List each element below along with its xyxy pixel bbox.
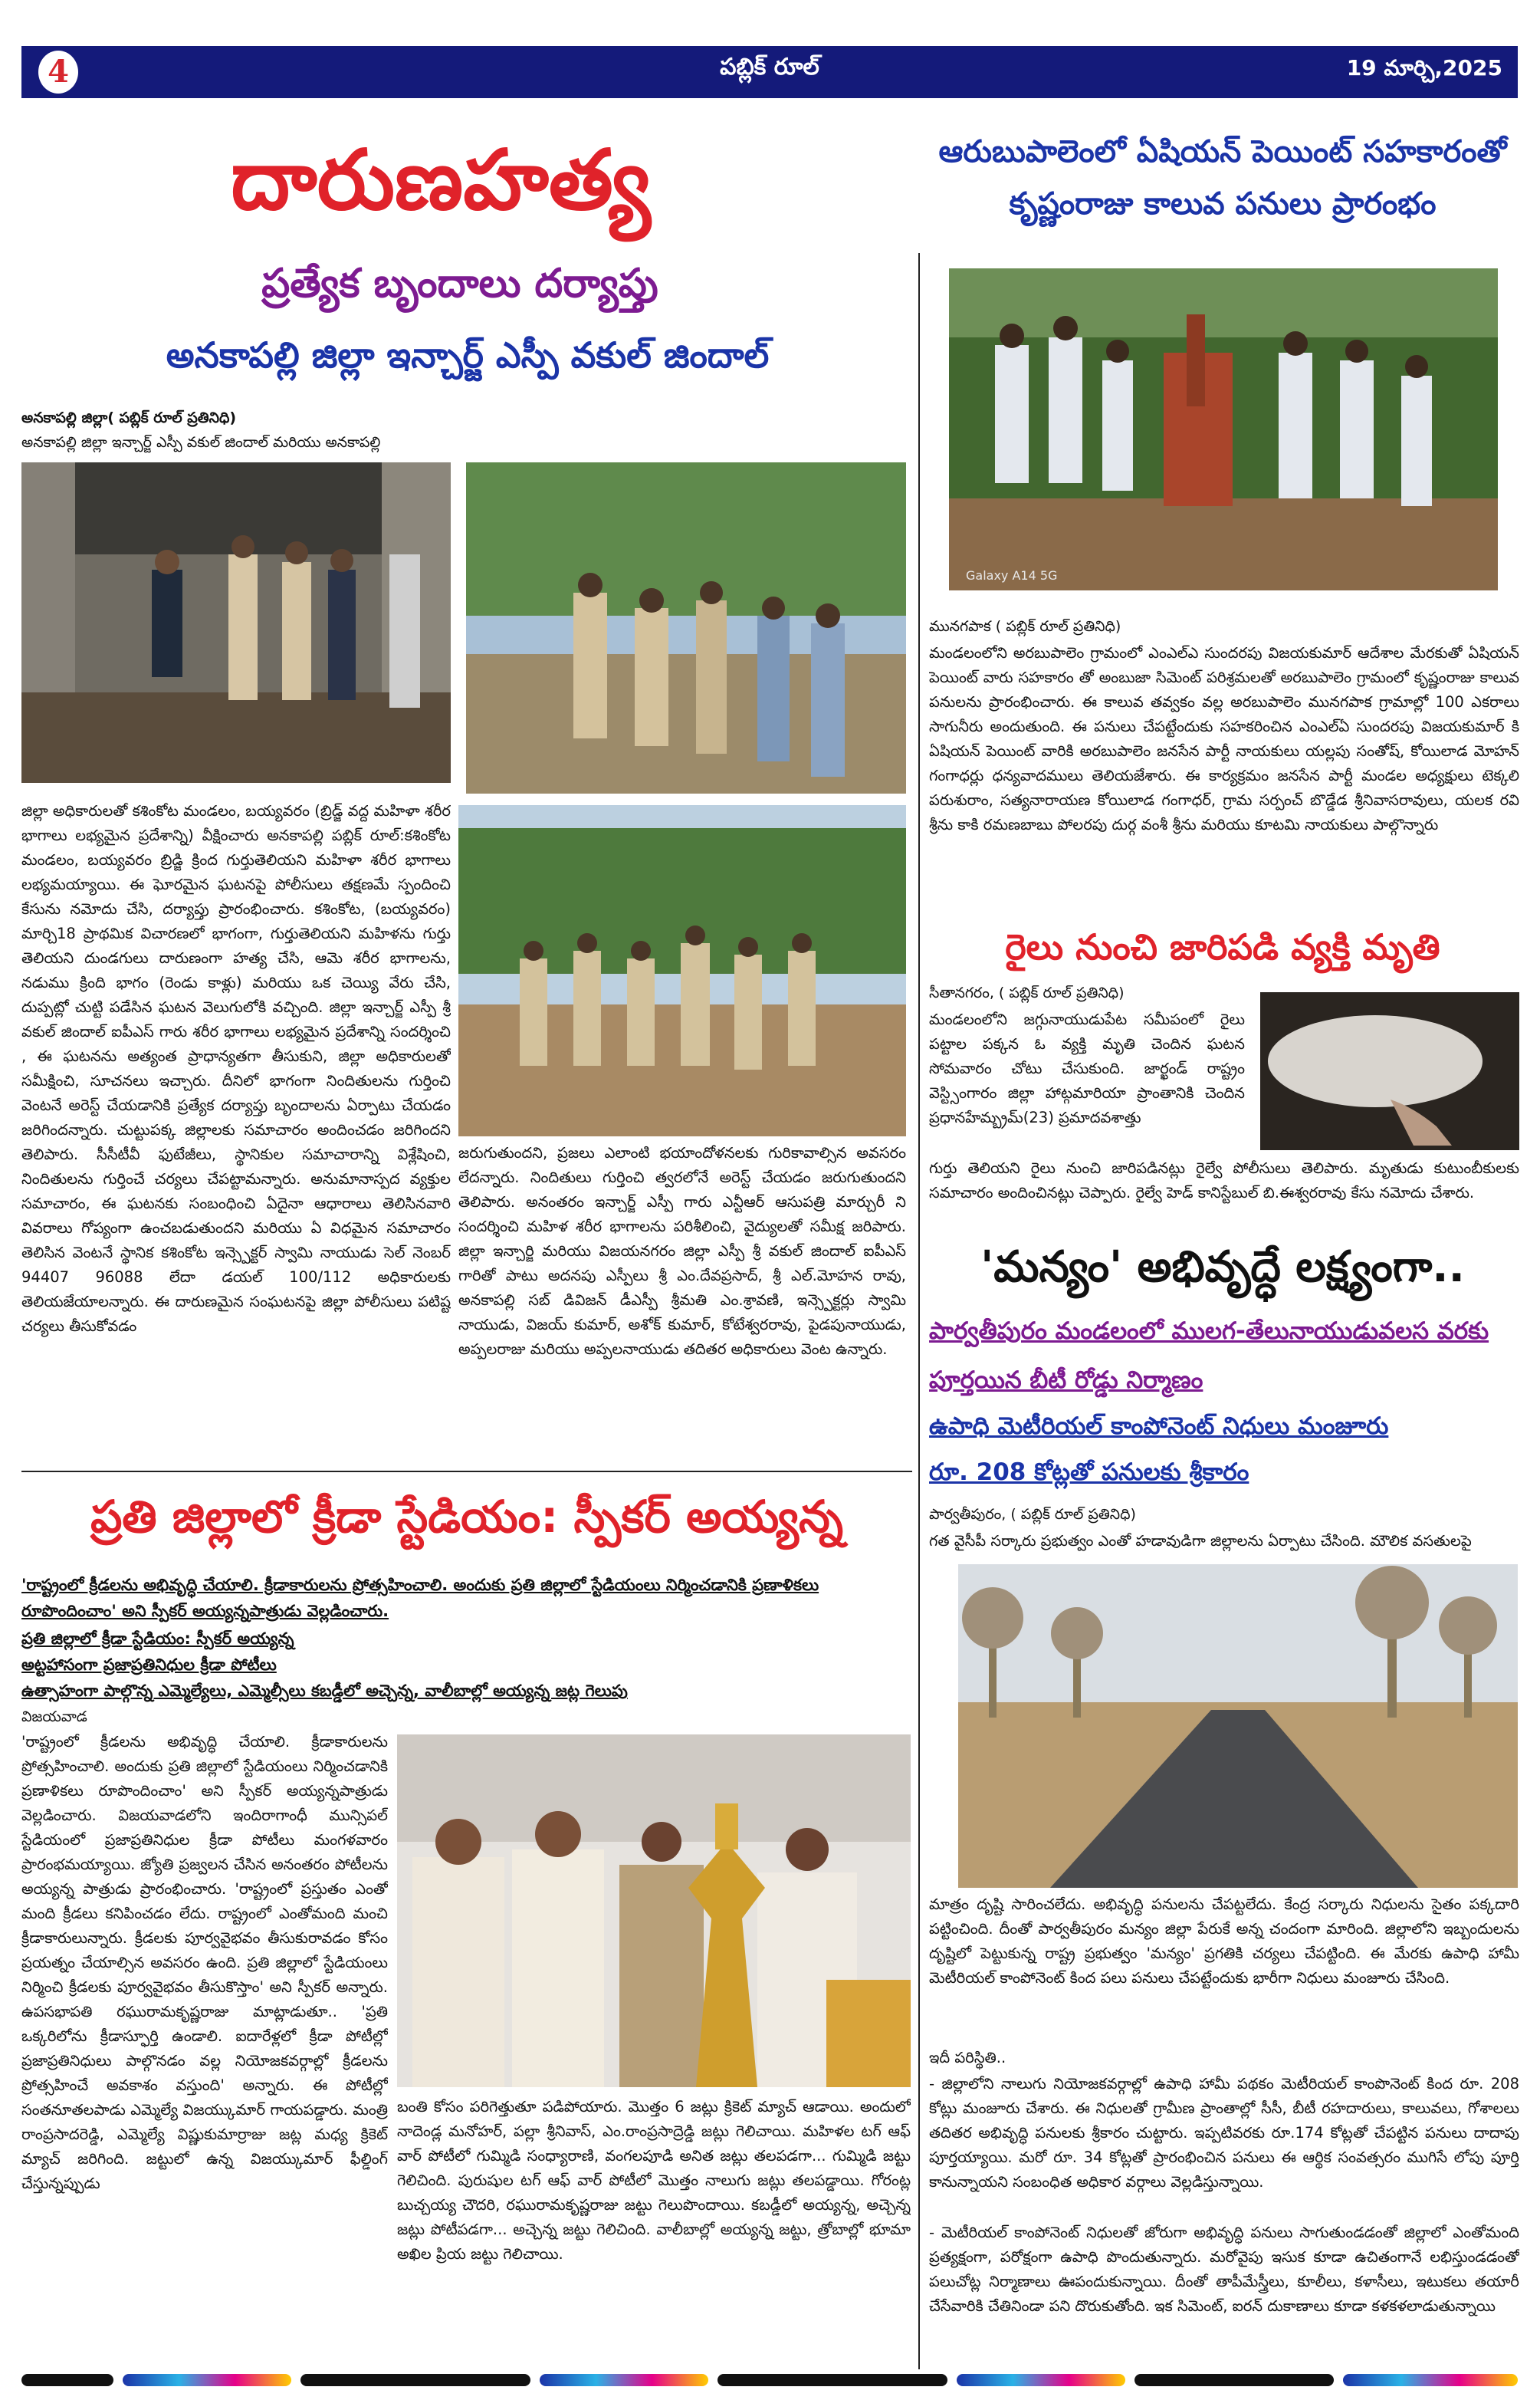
- story1-body-col2: జరుగుతుందని, ప్రజలు ఎలాంటి భయాందోళనలకు గురికావాల్సిన అవసరం లేదన్నారు. నిందితులు గుర్తించి త్వరలోనే అరెస్ట్ చేయడం జరుగుతుందని తెలిపారు. అనంతరం ఇన్చార్జ్ ఎస్పీ గారు ఎన్టీఆర్ ఆసుపత్రి మార్చురీ ని సందర్శించి మహిళ శరీర భాగాలను పరిశీలించి, వైద్యులతో సమీక్ష జరిపారు. జిల్లా ఇన్చార్జి మరియు విజయనగరం జిల్లా ఎస్పీ శ్రీ వకుల్ జిందాల్ ఐపీఎస్ గారితో పాటు అదనపు ఎస్పీలు శ్రీ ఎం.దేవప్రసాద్, శ్రీ ఎల్.మోహన రావు, అనకాపల్లి సబ్ డివిజన్ డీఎస్పీ శ్రీమతి ఎం.శ్రావణి, ఇన్స్పెక్టర్లు స్వామి నాయుడు, విజయ్ కుమార్, అశోక్ కుమార్, కోటేశ్వరరావు, పైడపునాయుడు, అప్పలరాజు మరియు అప్పలనాయుడు తదితర అధికారులు వెంట ఉన్నారు.: [458, 1144, 906, 1358]
- story5-sub-label: ఇదీ పరిస్థితి..: [929, 2049, 1006, 2066]
- footer-strip-segment: [957, 2374, 1125, 2386]
- issue-date: 19 మార్చి,2025: [1346, 55, 1502, 81]
- story2-dateline: విజయవాడ: [21, 1708, 87, 1725]
- masthead: [21, 46, 1518, 98]
- story4-headline: రైలు నుంచి జారిపడి వ్యక్తి మృతి: [1005, 926, 1440, 968]
- story3-dateline: మునగపాక ( పబ్లిక్ రూల్ ప్రతినిధి): [929, 618, 1121, 635]
- column-divider: [918, 253, 920, 2369]
- story2-photo-trophies: [397, 1734, 911, 2087]
- story1-headline: దారుణహత్య: [231, 132, 651, 228]
- story3-headline-line1: ఆరుబుపాలెంలో ఏషియన్ పెయింట్ సహకారంతో: [938, 134, 1507, 169]
- story1-subhead-2: అనకాపల్లి జిల్లా ఇన్చార్జ్ ఎస్పీ వకుల్ జిందాల్: [166, 334, 770, 376]
- story2-headline-rule: [21, 1471, 912, 1472]
- footer-strip-segment: [21, 2374, 113, 2386]
- story5-dateline: పార్వతీపురం, ( పబ్లిక్ రూల్ ప్రతినిధి): [929, 1506, 1136, 1523]
- story5-subhead-3: ఉపాధి మెటీరియల్ కాంపోనెంట్ నిధులు మంజూరు: [929, 1412, 1389, 1440]
- footer-strip-segment: [1343, 2374, 1518, 2386]
- story2-body-col1: 'రాష్ట్రంలో క్రీడలను అభివృద్ధి చేయాలి. క్రీడాకారులను ప్రోత్సహించాలి. అందుకు ప్రతి జిల్లాలో స్టేడియంలు నిర్మించడానికి ప్రణాళికలు రూపొందించాం' అని స్పీకర్ అయ్యన్నపాత్రుడు వెల్లడించారు. విజయవాడలోని ఇందిరాగాంధీ మున్సిపల్ స్టేడియంలో ప్రజాప్రతినిధుల క్రీడా పోటీలు మంగళవారం ప్రారంభమయ్యాయి. జ్యోతి ప్రజ్వలన చేసిన అనంతరం పోటీలను అయ్యన్న పాత్రుడు ప్రారంభించారు. 'రాష్ట్రంలో ప్రస్తుతం ఎంతో మంది క్రీడలు కనిపించడం లేదు. రాష్ట్రంలో ఎంతోమంది మంచి క్రీడాకారులున్నారు. క్రీడలకు పూర్వవైభవం తీసుకురావడం కోసం ప్రయత్నం చేయాల్సిన అవసరం ఉంది. ప్రతి జిల్లాలో స్టేడియంలు నిర్మించి క్రీడలకు పూర్వవైభవం తీసుకొస్తాం' అని స్పీకర్ అన్నారు. ఉపసభాపతి రఘురామకృష్ణరాజు మాట్లాడుతూ.. 'ప్రతి ఒక్కరిలోను క్రీడాస్ఫూర్తి ఉండాలి. ఐదారేళ్లలో క్రీడా పోటీల్లో ప్రజాప్రతినిధులు పాల్గొనడం వల్ల నియోజకవర్గాల్లో క్రీడలను ప్రోత్సహించే అవకాశం వస్తుంది' అన్నారు. ఈ పోటీల్లో సంతనూతలపాడు ఎమ్మెల్యే విజయ్కుమార్ గాయపడ్డారు. మంత్రి రాంప్రసాదరెడ్డి, ఎమ్మెల్యే విష్ణుకుమార్రాజు జట్ల మధ్య క్రికెట్ మ్యాచ్ జరిగింది. జట్టులో ఉన్న విజయ్కుమార్ ఫీల్డింగ్ చేస్తున్నప్పుడు: [21, 1733, 388, 2192]
- story5-subhead-1: పార్వతీపురం మండలంలో ములగ-తేలునాయుడువలస వరకు: [929, 1317, 1489, 1345]
- footer-strip-segment: [300, 2374, 530, 2386]
- photo-watermark: Galaxy A14 5G: [966, 568, 1058, 583]
- story5-intro: గత వైసీపీ సర్కారు ప్రభుత్వం ఎంతో హడావుడిగా జిల్లాలను ఏర్పాటు చేసింది. మౌలిక వసతులపై: [929, 1532, 1472, 1550]
- story4-body-full: గుర్తు తెలియని రైలు నుంచి జారిపడినట్లు రైల్వే పోలీసులు తెలిపారు. మృతుడు కుటుంబీకులకు సమాచారం అందించినట్లు చెప్పారు. రైల్వే హెడ్ కానిస్టేబుల్ బి.ఈశ్వరరావు కేసు నమోదు చేశారు.: [929, 1159, 1519, 1202]
- story1-dateline: అనకాపల్లి జిల్లా( పబ్లిక్ రూల్ ప్రతినిధి): [21, 409, 237, 426]
- story1-intro: అనకాపల్లి జిల్లా ఇన్చార్జ్ ఎస్పీ వకుల్ జిందాల్ మరియు అనకాపల్లి: [21, 434, 381, 451]
- story1-subhead-1: ప్రత్యేక బృందాలు దర్యాప్తు: [261, 261, 658, 307]
- story3-headline-line2: కృష్ణంరాజు కాలువ పనులు ప్రారంభం: [1009, 186, 1437, 222]
- story5-bullet-1: - జిల్లాలోని నాలుగు నియోజకవర్గాల్లో ఉపాధి హామీ పథకం మెటీరియల్ కాంపొనెంట్ కింద రూ. 208 కోట్లు మంజూరు చేశారు. ఈ నిధులతో గ్రామీణ ప్రాంతాల్లో సీసీ, బీటీ రహదారులు, కాలువలు, గోశాలలు తదితర అభివృద్ధి పనులకు శ్రీకారం చుట్టారు. ఇప్పటివరకు రూ.174 కోట్లతో చేపట్టిన పనులు దాదాపు పూర్తయ్యాయి. మరో రూ. 34 కోట్లతో ప్రారంభించిన పనులు ఈ ఆర్థిక సంవత్సరం ముగిసే లోపు పూర్తి కానున్నాయని సంబంధిత అధికార వర్గాలు వెల్లడిస్తున్నాయి.: [929, 2075, 1519, 2191]
- story2-kicker-3: అట్టహాసంగా ప్రజాప్రతినిధుల క్రీడా పోటీలు: [21, 1655, 277, 1674]
- story3-photo-canal: [949, 268, 1498, 590]
- story2-body-col2: బంతి కోసం పరిగెత్తుతూ పడిపోయారు. మొత్తం 6 జట్లు క్రికెట్ మ్యాచ్ ఆడాయి. అందులో నాదెండ్ల మనోహర్, పల్లా శ్రీనివాస్, ఎం.రాంప్రసాద్రెడ్డి జట్లు గెలిచాయి. మహిళల టగ్ ఆఫ్ వార్ పోటీలో గుమ్మిడి సంధ్యారాణి, వంగలపూడి అనిత జట్లు తలపడగా... గుమ్మిడి జట్టు గెలిచింది. పురుషుల టగ్ ఆఫ్ వార్ పోటీలో మొత్తం నాలుగు జట్లు తలపడ్డాయి. గోరంట్ల బుచ్చయ్య చౌదరి, రఘురామకృష్ణరాజు జట్టు గెలుపొందాయి. కబడ్డీలో అయ్యన్న, అచ్చెన్న జట్లు పోటీపడగా... అచ్చెన్న జట్టు గెలిచింది. వాలీబాల్లో అయ్యన్న జట్టు, త్రోబాల్లో భూమా అఖిల ప్రియ జట్టు గెలిచాయి.: [397, 2098, 911, 2263]
- footer-strip-segment: [1134, 2374, 1334, 2386]
- story4-dateline: సీతానగరం, ( పబ్లిక్ రూల్ ప్రతినిధి): [929, 985, 1125, 1001]
- footer-strip-segment: [717, 2374, 947, 2386]
- story5-subhead-2: పూర్తయిన బీటీ రోడ్డు నిర్మాణం: [929, 1366, 1203, 1394]
- story1-photo-officers: [466, 462, 906, 794]
- paper-name: పబ్లిక్ రూల్: [720, 54, 819, 81]
- footer-strip-segment: [540, 2374, 708, 2386]
- story2-kicker-2: ప్రతి జిల్లాలో క్రీడా స్టేడియం: స్పీకర్ అయ్యన్న: [21, 1629, 294, 1648]
- story1-photo-group: [458, 805, 906, 1136]
- story4-body-wrap: మండలంలోని జగ్గునాయుడుపేట సమీపంలో రైలు పట్టాల పక్కన ఓ వ్యక్తి మృతి చెందిన ఘటన సోమవారం చోటు చేసుకుంది. జార్ఖండ్ రాష్ట్రం వెస్ట్సింగారం జిల్లా హాట్గమారియా ప్రాంతానికి చెందిన ప్రధానహేమ్బ్రమ్(23) ప్రమాదవశాత్తు: [929, 1011, 1245, 1126]
- story2-kicker-1: 'రాష్ట్రంలో క్రీడలను అభివృద్ధి చేయాలి. క్రీడాకారులను ప్రోత్సహించాలి. అందుకు ప్రతి జిల్లాలో స్టేడియంలు నిర్మించడానికి ప్రణాళికలు రూపొందించాం' అని స్పీకర్ అయ్యన్నపాత్రుడు వెల్లడించారు.: [21, 1576, 819, 1620]
- story3-body: మండలంలోని అరబుపాలెం గ్రామంలో ఎంఎల్ఎ సుందరపు విజయకుమార్ ఆదేశాల మేరకుతో ఏషియన్ పెయింట్ వారు సహకారం తో అంబుజా సిమెంట్ పరిశ్రమలతో అరబుపాలెం గ్రామంలో కృష్ణంరాజు కాలువ పనులను ప్రారంభించారు. ఈ కాలువ తవ్వకం వల్ల అరబుపాలెం మునగపాక గ్రామాల్లో 100 ఎకరాలు సాగునీరు అందుతుంది. ఈ పనులు చేపట్టేందుకు సహకరించిన ఎంఎల్ఏ సుందరపు విజయకుమార్ కి ఏషియన్ పెయింట్ వారికి అరబుపాలెం జనసేన పార్టీ నాయకులు యల్లపు సంతోష్, కోయిలాడ మోహన్ గంగాధర్లు ధన్యవాదములు తెలియజేశారు. ఈ కార్యక్రమం జనసేన పార్టీ మండల అధ్యక్షులు టెక్కలి పరుశురాం, సత్యనారాయణ కోయిలాడ గంగాధర్, గ్రామ సర్పంచ్ బొడ్డేడ శ్రీనివాసరావులు, యలక రవి శ్రీను కాకి రమణబాబు పోలరపు దుర్గ వంశీ శ్రీను మరియు కూటమి నాయకులు పాల్గొన్నారు: [929, 644, 1519, 833]
- story2-headline: ప్రతి జిల్లాలో క్రీడా స్టేడియం: స్పీకర్ అయ్యన్న: [90, 1491, 843, 1543]
- story5-body: మాత్రం దృష్టి సారించలేదు. అభివృద్ధి పనులను చేపట్టలేదు. కేంద్ర సర్కారు నిధులను సైతం పక్కదారి పట్టించింది. దీంతో పార్వతీపురం మన్యం జిల్లా పేరుకే అన్న చందంగా మారింది. జిల్లాలోని ఇబ్బందులను దృష్టిలో పెట్టుకున్న రాష్ట్ర ప్రభుత్వం 'మన్యం' ప్రగతికి చర్యలు చేపట్టింది. ఈ మేరకు ఉపాధి హామీ మెటీరియల్ కాంపోనెంట్ కింద పలు పనులు చేపట్టేందుకు భారీగా నిధులు మంజూరు చేసింది.: [929, 1895, 1519, 1987]
- footer-strip-segment: [123, 2374, 291, 2386]
- story5-photo-road: [958, 1564, 1518, 1888]
- story5-subhead-4: రూ. 208 కోట్లతో పనులకు శ్రీకారం: [929, 1458, 1249, 1486]
- story1-body-col1: జిల్లా అధికారులతో కశింకోట మండలం, బయ్యవరం (బ్రిడ్జ్ వద్ద మహిళా శరీర భాగాలు లభ్యమైన ప్రదేశాన్ని) వీక్షించారు అనకాపల్లి పబ్లిక్ రూల్:కశింకోట మండలం, బయ్యవరం బ్రిడ్జి క్రింద గుర్తుతెలియని మహిళా శరీర భాగాలు లభ్యమయ్యాయి. ఈ ఘోరమైన ఘటనపై పోలీసులు తక్షణమే స్పందించి కేసును నమోదు చేసి, దర్యాప్తు ప్రారంభించారు. కశింకోట, (బయ్యవరం) మార్చి18 ప్రాథమిక విచారణలో భాగంగా, గుర్తుతెలియని మహిళను గుర్తు తెలియని దుండగులు దారుణంగా హత్య చేసి, ఆమె శరీర భాగాలను, నడుము క్రింది భాగం (రెండు కాళ్లు) మరియు ఒక చెయ్యి వేరు చేసి, దుప్పట్లో చుట్టి పడేసిన ఘటన వెలుగులోకి వచ్చింది. జిల్లా ఇన్చార్జ్ ఎస్పీ శ్రీ వకుల్ జిందాల్ ఐపీఎస్ గారు శరీర భాగాలు లభ్యమైన ప్రదేశాన్ని సందర్శించి , ఈ ఘటనను అత్యంత ప్రాధాన్యతగా తీసుకుని, జిల్లా అధికారులతో సమీక్షించి, సూచనలు ఇచ్చారు. దీనిలో భాగంగా నిందితులను గుర్తించి వెంటనే అరెస్ట్ చేయడానికి ప్రత్యేక దర్యాప్తు బృందాలను ఏర్పాటు చేయడం జరిగిందన్నారు. చుట్టుపక్క జిల్లాలకు సమాచారం అందించడం జరిగిందని తెలిపారు. సీసీటీవీ ఫుటేజీలు, స్థానికుల సమాచారాన్ని విశ్లేషించి, నిందితులను గుర్తించే చర్యలు చేపట్టామన్నారు. అనుమానాస్పద వ్యక్తుల సమాచారం, ఈ ఘటనకు సంబంధించి ఏదైనా ఆధారాలు తెలిసినవారి వివరాలు గోప్యంగా ఉంచబడుతుందని మరియు ఏ విధమైన సమాచారం తెలిసిన వెంటనే స్థానిక కశింకోట ఇన్స్పెక్టర్ స్వామి నాయుడు సెల్ నెంబర్ 94407 96088 లేదా డయల్ 100/112 అధికారులకు తెలియజేయాలన్నారు. ఈ దారుణమైన సంఘటనపై జిల్లా పోలీసులు పటిష్ట చర్యలు తీసుకోవడం: [21, 802, 451, 1335]
- story5-bullet-2: - మెటీరియల్ కాంపోనెంట్ నిధులతో జోరుగా అభివృద్ధి పనులు సాగుతుండడంతో జిల్లాలో ఎంతోమంది ప్రత్యక్షంగా, పరోక్షంగా ఉపాధి పొందుతున్నారు. మరోవైపు ఇసుక కూడా ఉచితంగానే లభిస్తుండడంతో పలుచోట్ల నిర్మాణాలు ఊపందుకున్నాయి. దీంతో తాపీమేస్త్రీలు, కూలీలు, కళాసీలు, ఇటుకలు తయారీ చేసేవారికి చేతినిండా పని దొరుకుతోంది. ఇక సిమెంట్, ఐరన్ దుకాణాలు కూడా కళకళలాడుతున్నాయి: [929, 2224, 1519, 2315]
- story5-headline: 'మన్యం' అభివృద్ధే లక్ష్యంగా..: [980, 1242, 1465, 1292]
- story4-photo-body: [1260, 992, 1519, 1150]
- story2-kicker-4: ఉత్సాహంగా పాల్గొన్న ఎమ్మెల్యేలు, ఎమ్మెల్సీలు కబడ్డీలో అచ్చెన్న, వాలీబాల్లో అయ్యన్న జట్ల గెలుపు: [21, 1682, 628, 1700]
- page-number: 4: [38, 51, 78, 94]
- story1-photo-bridge: [21, 462, 451, 783]
